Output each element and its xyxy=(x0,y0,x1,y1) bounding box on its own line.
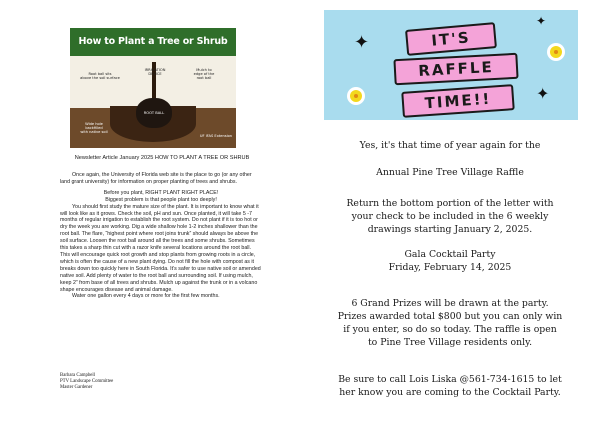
instruction-line: Return the bottom portion of the letter with xyxy=(346,198,554,209)
signature-line: Barbara Campbell xyxy=(60,373,96,378)
signature-line: PTV Landscape Committee xyxy=(60,379,114,385)
signature-line: Master Gardener xyxy=(60,385,93,391)
article-center-line: Before you plant, RIGHT PLANT RIGHT PLACE! xyxy=(103,189,219,196)
instruction-line: your check to be included in the 6 weekly xyxy=(351,211,549,222)
planting-diagram xyxy=(70,28,236,148)
prize-line: Prizes awarded total $800 but you can only win xyxy=(337,311,563,322)
sparkle-icon: ✦ xyxy=(536,84,550,103)
prize-line: 6 Grand Prizes will be drawn at the party. xyxy=(351,298,549,309)
uf-ifas-logo: UF IFAS Extension xyxy=(199,134,233,138)
right-page xyxy=(300,0,600,424)
article-paragraph: Once again, the University of Florida web site is the place to go (or any other land grant university) for information on proper planting of trees and shrubs. xyxy=(60,172,252,185)
sparkle-icon: ✦ xyxy=(354,32,370,53)
sparkle-icon: ✦ xyxy=(536,14,547,28)
label-root-ball-sits: Root ball sits above the soil surface xyxy=(80,72,120,81)
diagram-title: How to Plant a Tree or Shrub xyxy=(78,36,228,47)
party-date: Friday, February 14, 2025 xyxy=(388,262,512,273)
banner-its: IT'S xyxy=(405,22,497,56)
article-body xyxy=(60,172,262,300)
flower-icon xyxy=(350,90,362,102)
party-title: Gala Cocktail Party xyxy=(404,249,496,260)
label-wide-hole: Wide hole backfilled with native soil xyxy=(80,122,108,135)
label-mulch: Mulch to edge of the root ball xyxy=(193,68,215,81)
call-line: her know you are coming to the Cocktail Party. xyxy=(339,387,561,398)
label-root-ball: ROOT BALL xyxy=(143,111,165,115)
raffle-banner xyxy=(324,10,578,120)
instruction-line: drawings starting January 2, 2025. xyxy=(367,224,533,235)
prize-line: if you enter, so do so today. The raffle is open xyxy=(343,324,557,335)
article-paragraph: Water one gallon every 4 days or more for the first few months. xyxy=(72,293,220,300)
banner-time: TIME!! xyxy=(401,84,515,118)
flower-icon xyxy=(550,46,562,58)
article-center-line: Biggest problem is that people plant too deeply! xyxy=(105,196,217,203)
call-line: Be sure to call Lois Liska @561-734-1615 to let xyxy=(338,374,562,385)
article-paragraph: You should first study the mature size of the plant. It is important to know what it will look like as it grows. Check the soil, pH and sun. Once planted, it will take 5 -7 months of regular irrigation to establish the root system. Do not plant if it is too hot or dry the week you are working. Dig a wide shallow hole 1-2 inches shallower than the root ball. The flare, “highest point where root joins trunk” should always be above the soil surface. Loosen the root ball around all the trees and some shrubs. Sometimes this takes a sharp thin cut with a razor knife several locations around the root ball. This will encourage quick root growth and stop plants from growing roots in a circle, which is often the cause of a new plant dying. Do not fill the hole with compost as it breaks down too quickly here in South Florida. It’s safer to use native soil or amended native soil. Add plenty of water to the root ball and surrounding soil. If using mulch, keep 2” from base of all trees and shrubs. Mulch up against the trunk or in a volcano shape encourages disease and animal damage. xyxy=(60,203,261,293)
label-irrigation-device: IRRIGATION DEVICE xyxy=(144,68,166,77)
event-name: Annual Pine Tree Village Raffle xyxy=(376,167,524,178)
prize-line: to Pine Tree Village residents only. xyxy=(367,337,533,348)
article-heading: Newsletter Article January 2025 HOW TO PLANT A TREE OR SHRUB xyxy=(74,155,250,161)
banner-raffle: RAFFLE xyxy=(393,53,518,85)
signature-block xyxy=(60,373,260,392)
intro-line: Yes, it's that time of year again for the xyxy=(359,140,541,151)
